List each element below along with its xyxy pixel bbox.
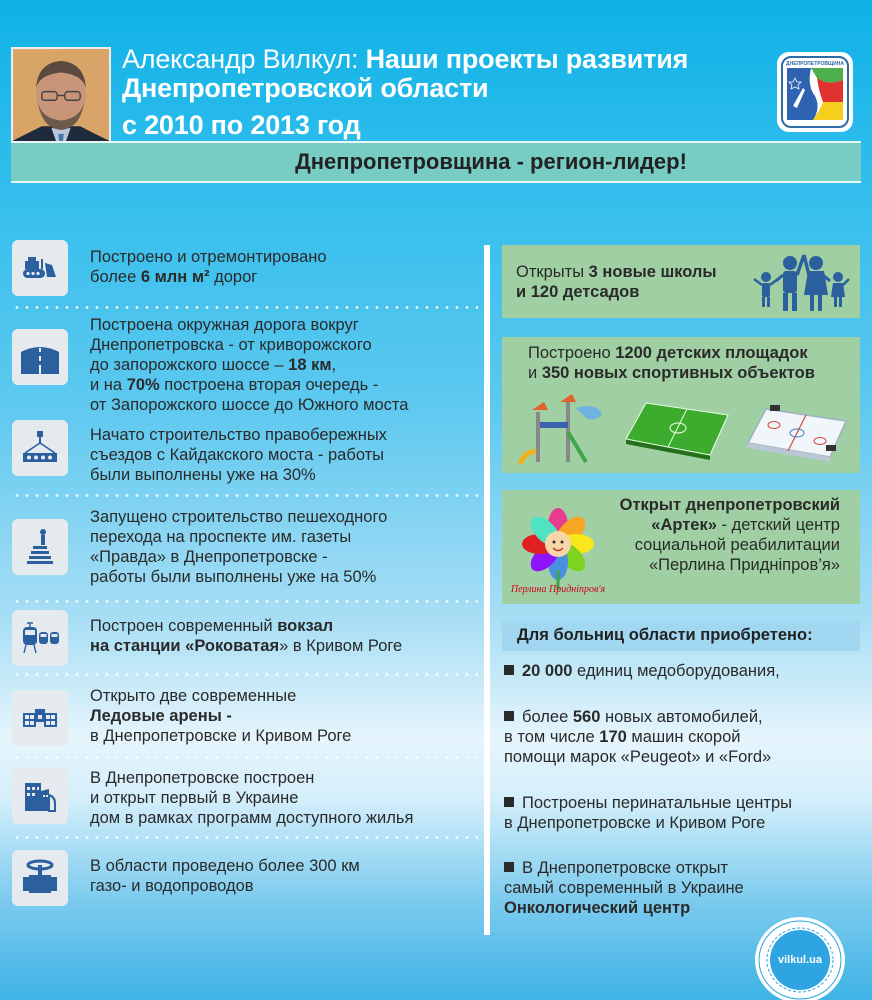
text-span: единиц медоборудования,: [572, 662, 780, 680]
text-line: в Днепропетровске и Кривом Роге: [504, 814, 766, 832]
title-line-3: с 2010 по 2013 год: [122, 110, 361, 140]
highlight-value: 1200 детских площадок: [615, 344, 808, 362]
pipe-valve-icon: [19, 857, 61, 899]
bulldozer-icon-box: [12, 240, 68, 296]
highlight-value: и 120 детсадов: [516, 283, 640, 301]
text-line: [90, 616, 402, 636]
hospital-item: [504, 858, 744, 918]
left-item-roads: [0, 238, 480, 298]
apartment-building-icon-box: [12, 768, 68, 824]
dotted-separator: [12, 836, 478, 839]
stamp-ring-icon: [755, 917, 845, 1000]
left-item-text: [90, 425, 387, 485]
schools-text: [516, 262, 717, 302]
crane-bridge-icon: [19, 427, 61, 469]
text-span: новых автомобилей,: [600, 708, 763, 726]
road-icon-box: [12, 329, 68, 385]
highlight-value: Открыт днепропетровский: [619, 496, 840, 514]
left-item-ice-arenas: [0, 682, 480, 752]
author-name: Александр Вилкул:: [122, 44, 359, 74]
text-span: Построены перинатальные центры: [522, 794, 793, 812]
left-item-text: [90, 247, 327, 287]
left-item-pedestrian-crossing: [0, 505, 480, 595]
text-span: до запорожского шоссе –: [90, 356, 289, 374]
left-item-pipelines: [0, 848, 480, 908]
text-line: Запущено строительство пешеходного: [90, 508, 388, 526]
hospitals-heading-bar: [502, 621, 860, 651]
pedestrian-crossing-icon-box: [12, 519, 68, 575]
highlight-value: 350 новых спортивных объектов: [541, 364, 815, 382]
left-item-ring-road: [0, 315, 480, 415]
text-line: [528, 343, 815, 363]
pipe-valve-icon-box: [12, 850, 68, 906]
text-line: социальной реабилитации: [634, 536, 840, 554]
text-line: в Днепропетровске и Кривом Роге: [90, 727, 352, 745]
left-item-text: [90, 686, 351, 746]
column-divider: [484, 245, 490, 935]
title-line-1: [122, 44, 688, 74]
highlight-value: 18 км: [288, 356, 332, 374]
left-item-railway-station: [0, 608, 480, 668]
text-line: «Перлина Придніпров’я»: [648, 556, 840, 574]
crane-bridge-icon-box: [12, 420, 68, 476]
left-item-text: [90, 616, 402, 656]
text-line: [504, 858, 744, 878]
text-span: более: [522, 708, 573, 726]
region-logo: [777, 52, 853, 132]
text-line: помощи марок «Peugeot» и «Ford»: [504, 748, 772, 766]
text-span: Открыты: [516, 263, 589, 281]
bullet-icon: [504, 711, 514, 721]
text-span: В Днепропетровске открыт: [522, 859, 728, 877]
text-line: [620, 495, 840, 515]
highlight-value: 170: [599, 728, 627, 746]
text-line: и открыт первый в Украине: [90, 789, 299, 807]
apartment-building-icon: [19, 775, 61, 817]
highlight-value: вокзал: [277, 617, 334, 635]
text-line: Построена окружная дорога вокруг: [90, 316, 359, 334]
dotted-separator: [12, 306, 478, 309]
left-item-text: [90, 507, 387, 587]
hockey-rink-icon: [746, 401, 852, 465]
text-line: [90, 267, 327, 287]
playgrounds-text: [528, 343, 815, 383]
text-line: Днепропетровска - от криворожского: [90, 336, 372, 354]
left-item-affordable-housing: [0, 764, 480, 834]
dotted-separator: [12, 756, 478, 759]
text-span: Построен современный: [90, 617, 278, 635]
road-icon: [19, 336, 61, 378]
text-line: [504, 727, 771, 747]
text-line: Построено и отремонтировано: [90, 248, 327, 266]
highlight-value: Ледовые арены -: [90, 707, 232, 725]
highlight-value: 3 новые школы: [588, 263, 717, 281]
text-line: [620, 515, 840, 535]
football-field-icon: [624, 397, 734, 461]
left-item-text: [90, 856, 360, 896]
stamp-label[interactable]: vilkul.ua: [770, 930, 830, 990]
flower-logo-icon: [510, 500, 606, 596]
text-line: [90, 375, 408, 395]
artek-logo-text: Перлина Придніпров'я: [510, 584, 606, 595]
title-line-2: Днепропетровской области: [122, 73, 489, 103]
artek-text: [620, 495, 840, 575]
dotted-separator: [12, 600, 478, 603]
text-line: [90, 706, 351, 726]
text-span: » в Кривом Роге: [279, 637, 403, 655]
text-span: - детский центр: [716, 516, 840, 534]
hospital-item: [504, 707, 771, 767]
dotted-separator: [12, 673, 478, 676]
playground-icon: [516, 392, 616, 470]
arena-building-icon-box: [12, 690, 68, 746]
text-line: [504, 661, 780, 681]
text-span: и: [528, 364, 542, 382]
text-span: в том числе: [504, 728, 600, 746]
text-line: [516, 262, 717, 282]
train-icon-box: [12, 610, 68, 666]
vilkul-stamp[interactable]: [755, 917, 845, 1000]
highlight-value: 6 млн м²: [140, 268, 210, 286]
slogan-banner: [11, 141, 861, 183]
artek-card: [502, 490, 860, 604]
text-line: [90, 636, 402, 656]
schools-card: [502, 245, 860, 318]
arena-building-icon: [19, 697, 61, 739]
text-span: более: [90, 268, 141, 286]
left-item-text: [90, 768, 413, 828]
text-line: [504, 707, 771, 727]
bullet-icon: [504, 665, 514, 675]
highlight-value: 70%: [126, 376, 160, 394]
highlight-value: 20 000: [522, 662, 573, 680]
highlight-value: «Артек»: [651, 516, 717, 534]
hospitals-heading: Для больниц области приобретено:: [517, 626, 813, 644]
text-line: от Запорожского шоссе до Южного моста: [90, 396, 409, 414]
text-span: дорог: [209, 268, 258, 286]
bullet-icon: [504, 797, 514, 807]
text-line: [516, 282, 717, 302]
text-span: и на: [90, 376, 127, 394]
text-line: [528, 363, 815, 383]
text-line: «Правда» в Днепропетровске -: [90, 548, 328, 566]
hospital-item: [504, 661, 780, 681]
text-line: газо- и водопроводов: [90, 877, 254, 895]
text-line: Начато строительство правобережных: [90, 426, 387, 444]
text-line: В Днепропетровске построен: [90, 769, 315, 787]
family-icon: [752, 251, 850, 313]
pedestrian-crossing-icon: [19, 526, 61, 568]
train-icon: [19, 617, 61, 659]
hospital-item: [504, 793, 792, 833]
text-line: [504, 793, 792, 813]
region-logo-icon: [781, 56, 849, 128]
text-line: самый современный в Украине: [504, 879, 744, 897]
left-item-text: [90, 315, 408, 415]
highlight-value: Онкологический центр: [504, 899, 691, 917]
slogan-text: Днепропетровщина - регион-лидер!: [295, 149, 687, 174]
text-span: Построено: [528, 344, 616, 362]
highlight-value: на станции «Роковатая: [90, 637, 280, 655]
dotted-separator: [12, 494, 478, 497]
playgrounds-card: [502, 337, 860, 473]
text-line: перехода на проспекте им. газеты: [90, 528, 352, 546]
text-line: были выполнены уже на 30%: [90, 466, 316, 484]
text-line: Открыто две современные: [90, 687, 297, 705]
text-line: съездов с Кайдакского моста - работы: [90, 446, 385, 464]
text-line: дом в рамках программ доступного жилья: [90, 809, 414, 827]
text-span: построена вторая очередь -: [159, 376, 379, 394]
left-item-kaidak-bridge: [0, 420, 480, 490]
text-line: работы были выполнены уже на 50%: [90, 568, 377, 586]
logo-text: ДНЕПРОПЕТРОВЩИНА: [786, 61, 844, 67]
bullet-icon: [504, 862, 514, 872]
text-span: машин скорой: [626, 728, 741, 746]
highlight-value: 560: [572, 708, 601, 726]
text-line: В области проведено более 300 км: [90, 857, 360, 875]
text-line: [90, 355, 408, 375]
text-span: ,: [331, 356, 337, 374]
bulldozer-icon: [19, 247, 61, 289]
title-bold: Наши проекты развития: [358, 44, 689, 74]
text-line: [504, 898, 744, 918]
